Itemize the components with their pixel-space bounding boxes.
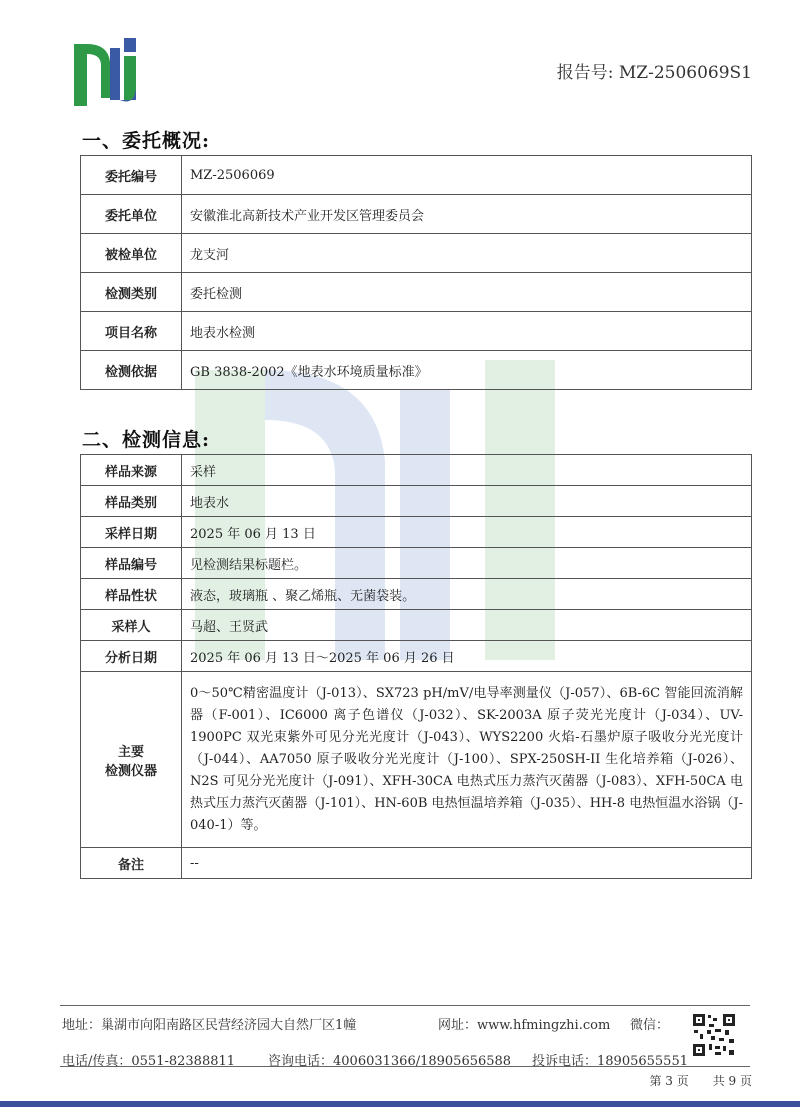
row-value: --	[182, 848, 752, 879]
row-label: 检测依据	[81, 351, 182, 390]
row-label: 检测类别	[81, 273, 182, 312]
bottom-bar	[0, 1101, 800, 1107]
page-indicator: 第 3 页 共 9 页	[649, 1074, 752, 1088]
row-value: 安徽淮北高新技术产业开发区管理委员会	[182, 195, 752, 234]
footer-rule	[60, 1066, 750, 1067]
row-label: 备注	[81, 848, 182, 879]
footer-phone: 电话/传真：0551-82388811	[62, 1054, 236, 1069]
footer-wechat: 微信：	[630, 1018, 670, 1033]
row-value: 地表水检测	[182, 312, 752, 351]
row-value: 见检测结果标题栏。	[182, 548, 752, 579]
row-value: 2025 年 06 月 13 日～2025 年 06 月 26 日	[182, 641, 752, 672]
label-line: 主要	[117, 744, 144, 760]
footer-complaint: 投诉电话：18905655551	[532, 1054, 688, 1069]
footer-rule	[60, 1005, 750, 1006]
row-label: 样品性状	[81, 579, 182, 610]
company-logo	[74, 38, 146, 108]
table-row	[81, 641, 752, 672]
table-row	[81, 156, 752, 195]
instruments-value: 0～50℃精密温度计（J-013）、SX723 pH/mV/电导率测量仪（J-057）、6B-6C 智能回流消解器（F-001）、IC6000 离子色谱仪（J-032）、SK-2003A 原子荧光光度计（J-034）、UV-1900PC 双光束紫外可见分光光度计（J-043）、WYS2200 火焰-石墨炉原子吸收分光光度计（J-044）、AA7050 原子吸收分光光度计（J-100）、SPX-250SH-II 生化培养箱（J-026）、N2S 可见分光光度计（J-091）、XFH-30CA 电热式压力蒸汽灭菌器（J-083）、XFH-50CA 电热式压力蒸汽灭菌器（J-101）、HN-60B 电热恒温培养箱（J-035）、HH-8 电热恒温水浴锅（J-040-1）等。	[182, 672, 752, 848]
section2-title: 二、检测信息:	[82, 429, 211, 451]
label-line: 检测仪器	[104, 763, 157, 779]
row-label: 采样日期	[81, 517, 182, 548]
row-label: 分析日期	[81, 641, 182, 672]
row-value: GB 3838-2002《地表水环境质量标准》	[182, 351, 752, 390]
table-row	[81, 455, 752, 486]
row-label: 样品来源	[81, 455, 182, 486]
row-label: 项目名称	[81, 312, 182, 351]
table-row	[81, 672, 752, 848]
row-value: 委托检测	[182, 273, 752, 312]
table-row	[81, 351, 752, 390]
row-label: 委托编号	[81, 156, 182, 195]
table-row	[81, 548, 752, 579]
table-row	[81, 517, 752, 548]
footer-address: 地址：巢湖市向阳南路区民营经济园大自然厂区1幢	[62, 1018, 357, 1033]
inspection-info-table	[80, 454, 752, 879]
row-value: 采样	[182, 455, 752, 486]
table-row	[81, 848, 752, 879]
row-label: 样品编号	[81, 548, 182, 579]
qr-code-icon	[691, 1012, 737, 1058]
row-label: 样品类别	[81, 486, 182, 517]
row-value: 龙支河	[182, 234, 752, 273]
row-label	[81, 672, 182, 848]
section1-title: 一、委托概况:	[82, 130, 211, 152]
table-row	[81, 273, 752, 312]
footer-website: 网址：www.hfmingzhi.com	[438, 1018, 611, 1033]
row-label: 被检单位	[81, 234, 182, 273]
row-label: 采样人	[81, 610, 182, 641]
row-value: 液态，玻璃瓶 、聚乙烯瓶、无菌袋装。	[182, 579, 752, 610]
row-value: 马超、王贤武	[182, 610, 752, 641]
table-row	[81, 234, 752, 273]
table-row	[81, 610, 752, 641]
table-row	[81, 486, 752, 517]
row-label: 委托单位	[81, 195, 182, 234]
table-row	[81, 312, 752, 351]
row-value: MZ-2506069	[182, 156, 752, 195]
table-row	[81, 195, 752, 234]
entrustment-table	[80, 155, 752, 390]
report-number: 报告号: MZ-2506069S1	[556, 63, 752, 83]
footer-consult: 咨询电话：4006031366/18905656588	[268, 1054, 512, 1069]
table-row	[81, 579, 752, 610]
row-value: 地表水	[182, 486, 752, 517]
row-value: 2025 年 06 月 13 日	[182, 517, 752, 548]
